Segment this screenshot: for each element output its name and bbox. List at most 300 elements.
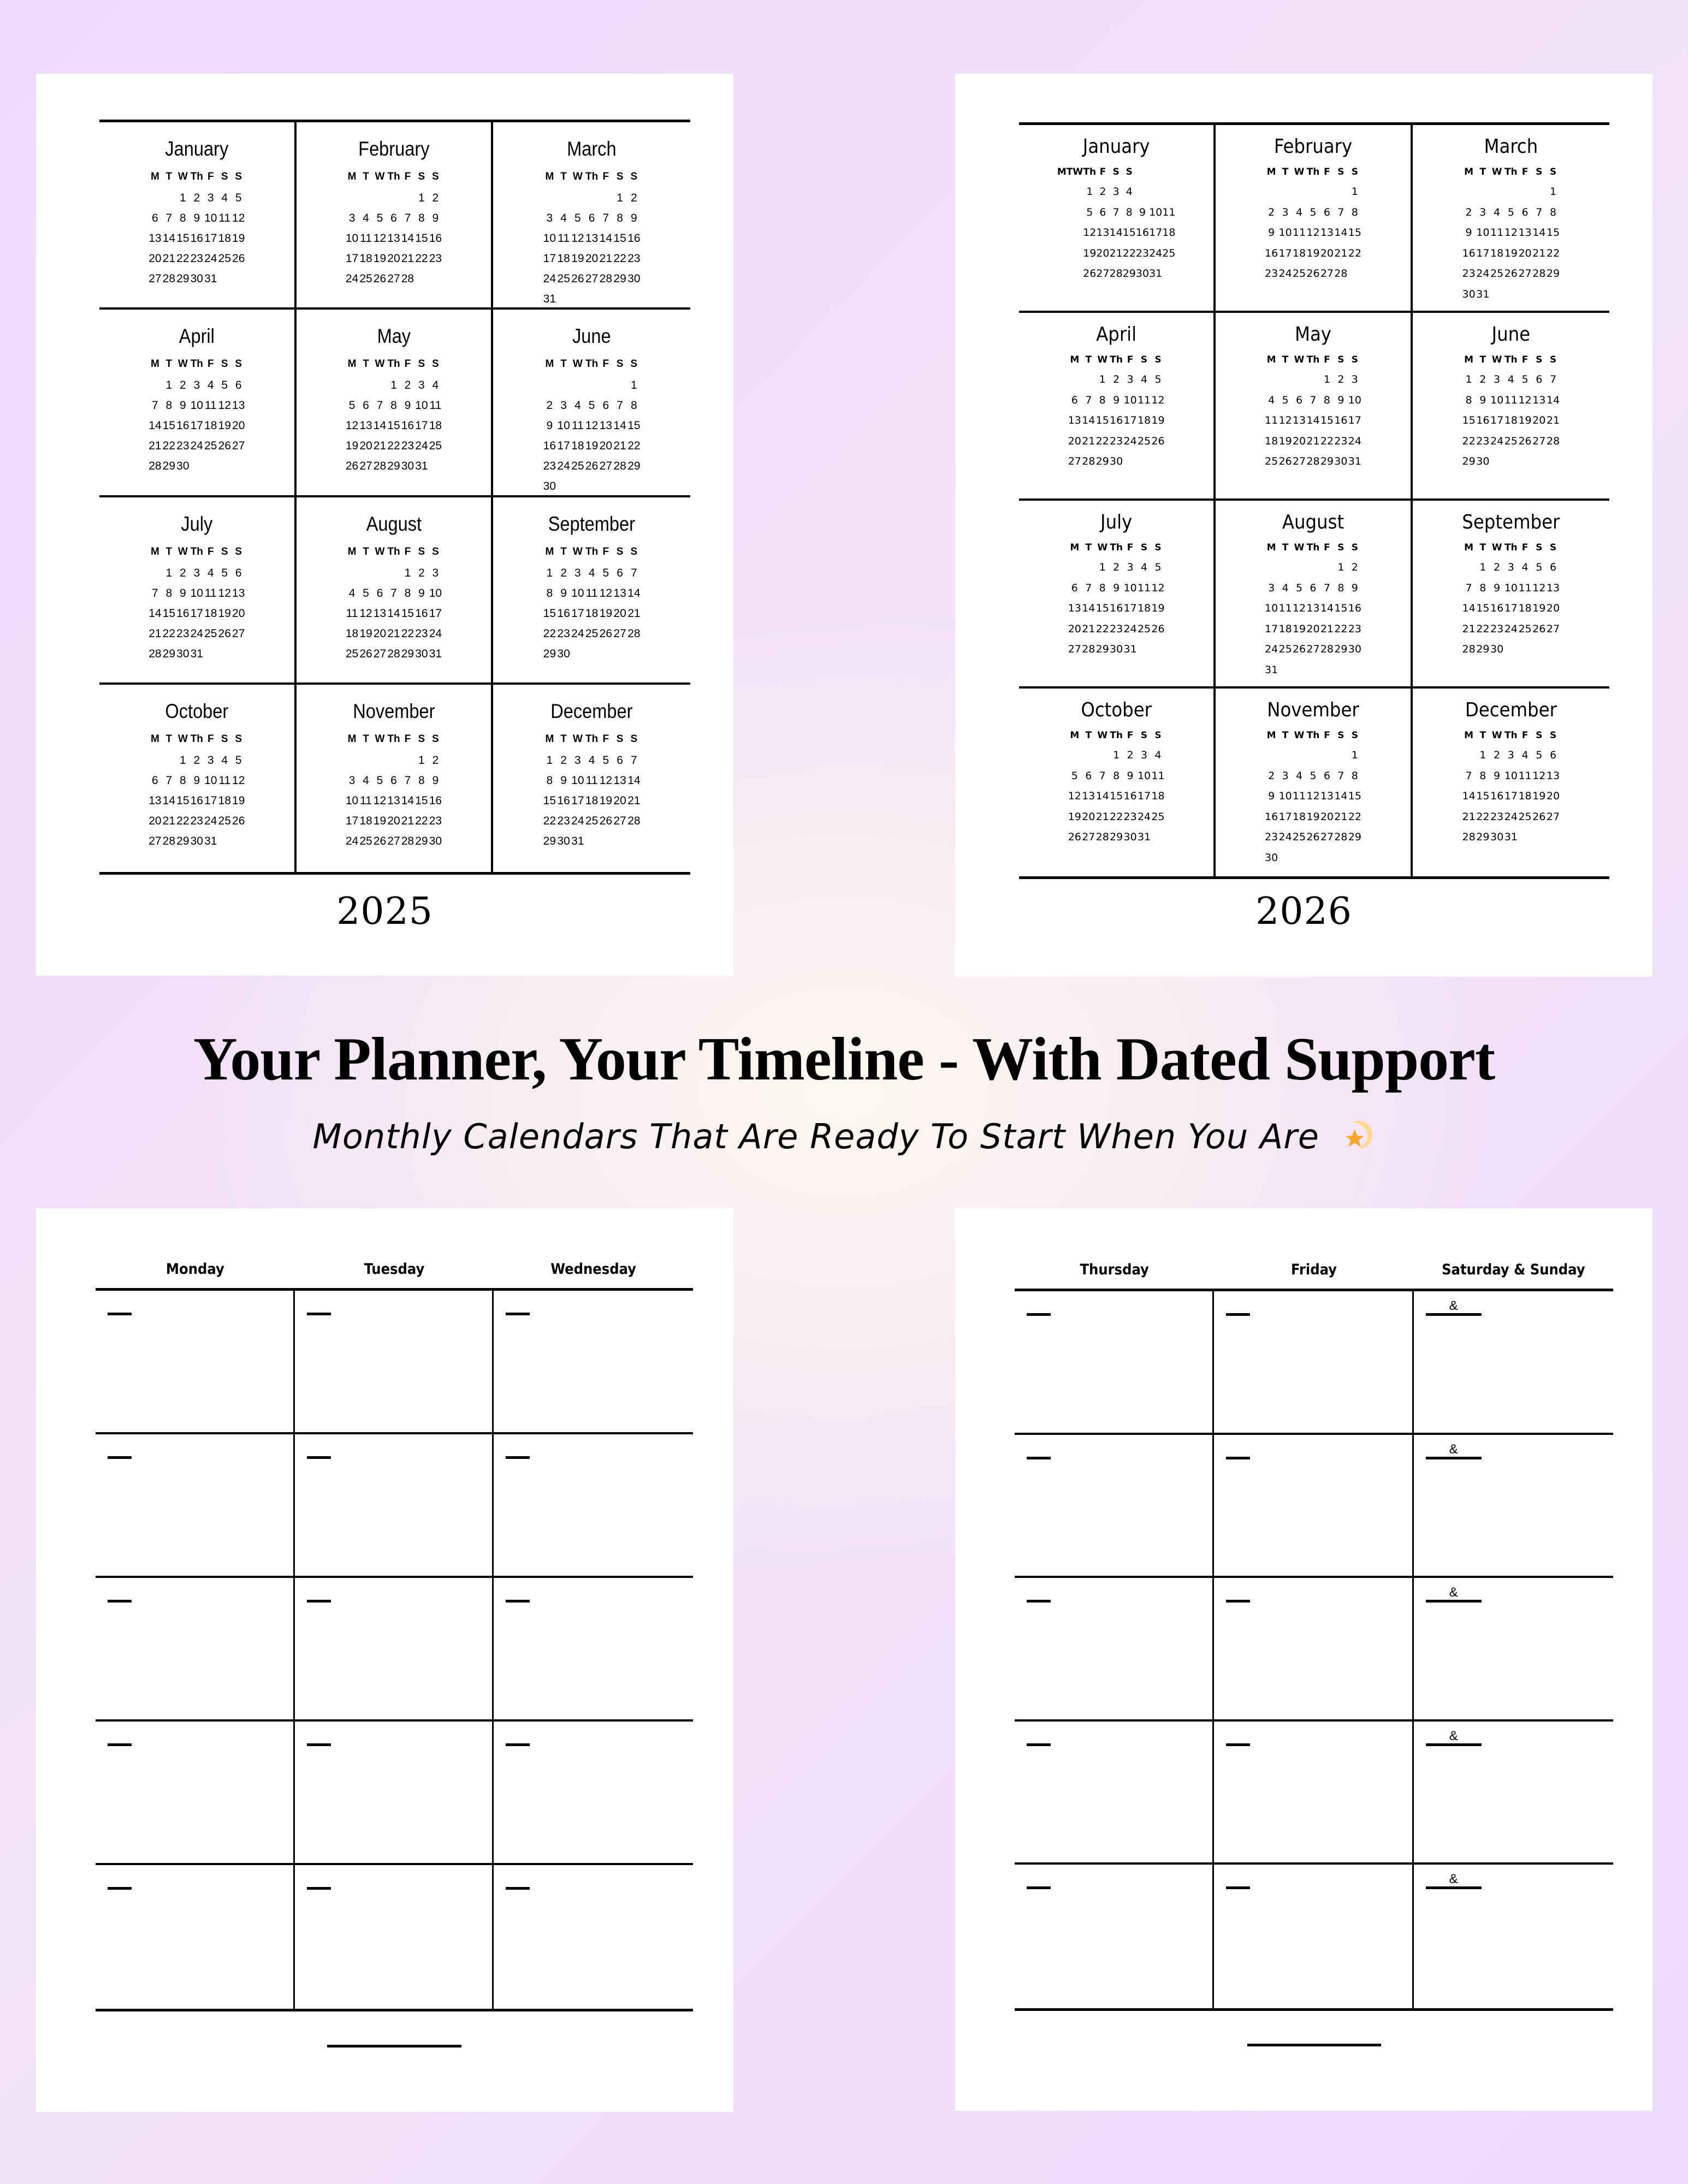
date-field[interactable]: [1027, 1743, 1051, 1746]
weekday-header: S: [1536, 542, 1543, 553]
day-number: 21: [1462, 622, 1476, 635]
month-title: October: [1081, 699, 1152, 721]
day-number: [148, 563, 162, 583]
day-number: 16: [627, 232, 641, 245]
day-number: [1151, 452, 1165, 472]
day-number: 22: [1095, 435, 1109, 447]
day-number: 14: [401, 232, 414, 245]
day-number: [1306, 660, 1320, 681]
day-number: 16: [1462, 247, 1476, 259]
weekday-header: M: [1464, 730, 1474, 741]
day-number: 20: [387, 252, 400, 265]
day-number: [1532, 284, 1546, 305]
day-box[interactable]: [96, 1865, 295, 2009]
day-number: 15: [1334, 602, 1348, 614]
day-number: 7: [1112, 206, 1120, 218]
day-number: 10: [345, 232, 359, 245]
weekday-header: S: [630, 733, 638, 745]
day-number: 21: [627, 607, 641, 620]
day-number: 21: [1306, 435, 1320, 447]
date-field[interactable]: [307, 1887, 331, 1890]
day-box[interactable]: [295, 1434, 494, 1578]
day-number: 22: [1110, 810, 1123, 823]
weekday-header: M: [347, 733, 357, 745]
day-number: 2: [418, 566, 425, 579]
column-header-monday: Monday: [165, 1261, 224, 1278]
day-number: [1278, 370, 1292, 390]
day-number: 18: [359, 814, 372, 827]
day-number: [1137, 639, 1151, 660]
weekday-header: F: [1521, 542, 1529, 553]
date-field[interactable]: [506, 1456, 530, 1459]
day-number: 4: [1154, 749, 1162, 761]
day-number: [1334, 660, 1348, 681]
day-number: 25: [345, 647, 359, 660]
day-number: 2: [560, 753, 567, 767]
day-box[interactable]: [494, 1865, 693, 2009]
weekday-header: F: [1521, 354, 1529, 365]
day-number: 5: [1295, 581, 1303, 594]
day-box[interactable]: [1214, 1435, 1413, 1578]
day-number: 11: [585, 774, 598, 787]
weekday-header: F: [207, 545, 214, 557]
day-box[interactable]: [295, 1865, 494, 2009]
day-number: 10: [1504, 581, 1518, 594]
day-number: 20: [1082, 810, 1095, 823]
day-number: 21: [1334, 247, 1348, 259]
day-number: 26: [345, 460, 359, 473]
day-number: 8: [1099, 394, 1106, 406]
day-box[interactable]: [1414, 1291, 1613, 1435]
day-number: 24: [1265, 643, 1278, 655]
day-box[interactable]: [1015, 1435, 1214, 1578]
day-box[interactable]: [1015, 1578, 1214, 1722]
month-day-table: [1264, 726, 1361, 868]
weekday-header: S: [432, 545, 439, 557]
day-number: 1: [418, 753, 425, 767]
weekday-header: T: [165, 733, 173, 745]
day-number: 25: [1151, 810, 1165, 823]
day-number: 20: [149, 814, 162, 827]
day-number: 16: [1110, 414, 1123, 426]
day-number: 28: [1320, 643, 1334, 655]
day-number: 13: [1546, 581, 1560, 594]
day-number: [1057, 182, 1067, 203]
month-title: August: [366, 512, 422, 535]
weekday-header: Th: [1083, 167, 1097, 177]
day-number: 26: [599, 814, 613, 827]
day-number: 28: [401, 834, 414, 847]
weekday-header: Th: [190, 733, 203, 745]
day-number: 1: [1113, 749, 1120, 761]
day-number: 15: [415, 232, 428, 245]
day-box[interactable]: [1214, 1578, 1413, 1722]
day-number: 14: [1462, 602, 1476, 614]
day-number: 16: [1123, 790, 1137, 802]
weekday-header: F: [602, 171, 609, 182]
month-title: June: [572, 325, 611, 348]
day-number: [1320, 557, 1334, 578]
day-number: 1: [1099, 373, 1106, 385]
day-number: 5: [588, 399, 595, 412]
weekday-header: F: [602, 733, 609, 745]
day-number: 6: [1099, 206, 1106, 218]
day-number: 15: [1476, 602, 1490, 614]
day-number: 27: [1518, 268, 1532, 280]
weekday-header: W: [375, 545, 385, 557]
day-number: 29: [1476, 831, 1490, 843]
day-number: 27: [373, 647, 387, 660]
day-number: 6: [1085, 769, 1092, 782]
day-number: 8: [1351, 206, 1358, 218]
day-number: [190, 456, 204, 476]
day-number: [1504, 452, 1518, 472]
weekday-header: M: [1464, 354, 1474, 365]
day-box[interactable]: [96, 1578, 295, 1722]
day-number: 14: [1532, 227, 1546, 239]
day-box[interactable]: [494, 1434, 693, 1578]
day-box[interactable]: [494, 1722, 693, 1865]
day-number: 25: [557, 272, 570, 285]
date-field[interactable]: [307, 1743, 331, 1746]
weekday-header: F: [404, 733, 411, 745]
date-field[interactable]: [506, 1313, 530, 1315]
weekday-header: S: [1154, 354, 1162, 365]
day-number: 2: [1465, 206, 1472, 218]
weekday-header: S: [1112, 167, 1120, 177]
weekday-header: M: [150, 733, 159, 745]
day-number: 4: [1268, 394, 1275, 406]
day-box[interactable]: [96, 1434, 295, 1578]
day-box[interactable]: [295, 1291, 494, 1434]
day-number: 5: [363, 586, 369, 600]
day-box[interactable]: [295, 1722, 494, 1865]
day-box[interactable]: [96, 1722, 295, 1865]
day-number: 23: [1123, 810, 1137, 823]
weekday-header: M: [545, 733, 554, 745]
day-number: [599, 375, 613, 395]
month-title: February: [358, 138, 430, 160]
day-box[interactable]: [1015, 1291, 1214, 1435]
day-number: 20: [1546, 790, 1560, 802]
day-number: 13: [149, 794, 162, 807]
day-number: [1518, 284, 1532, 305]
date-field[interactable]: [307, 1600, 331, 1603]
date-field[interactable]: [1027, 1886, 1051, 1889]
day-number: [1073, 182, 1083, 203]
day-number: 4: [560, 212, 567, 224]
day-box[interactable]: [494, 1291, 693, 1434]
day-box[interactable]: [1214, 1722, 1413, 1865]
footer-line: [1247, 2044, 1381, 2046]
day-number: 14: [149, 419, 162, 432]
day-number: 17: [543, 252, 556, 265]
day-number: 2: [1127, 749, 1134, 761]
month-title: May: [1295, 323, 1331, 346]
day-number: 19: [373, 252, 387, 265]
date-field[interactable]: [307, 1313, 331, 1315]
day-number: 21: [1082, 435, 1095, 447]
weekday-header: Th: [1110, 730, 1123, 741]
day-number: [1073, 264, 1083, 284]
day-number: 7: [165, 212, 173, 224]
day-number: 27: [613, 627, 626, 640]
day-number: 30: [1490, 831, 1504, 843]
day-number: 29: [1476, 643, 1490, 655]
day-number: 31: [571, 834, 584, 847]
column-header-thursday: Thursday: [1080, 1261, 1149, 1278]
date-field[interactable]: [108, 1887, 132, 1890]
day-number: 8: [546, 586, 553, 600]
month-day-table: [345, 728, 442, 851]
day-number: 3: [348, 774, 356, 787]
day-box[interactable]: [1015, 1865, 1214, 2008]
day-number: 12: [1306, 227, 1320, 239]
day-number: 11: [1278, 602, 1292, 614]
day-number: 6: [1071, 394, 1078, 406]
day-number: [1320, 848, 1334, 869]
day-number: 6: [617, 566, 623, 579]
weekday-header: T: [560, 358, 567, 370]
day-number: 17: [1504, 790, 1518, 802]
day-number: 9: [1337, 394, 1345, 406]
day-number: 7: [1310, 394, 1317, 406]
day-number: [1278, 745, 1292, 766]
day-number: [1532, 182, 1546, 203]
date-field[interactable]: [307, 1456, 331, 1459]
day-number: 4: [221, 192, 228, 204]
day-number: [613, 289, 627, 309]
day-box[interactable]: [494, 1578, 693, 1722]
day-number: 18: [204, 419, 217, 432]
date-field[interactable]: [1226, 1886, 1250, 1889]
day-number: 31: [1348, 455, 1361, 467]
day-number: 17: [204, 232, 217, 245]
day-number: [1067, 203, 1073, 223]
date-field[interactable]: [108, 1743, 132, 1746]
day-number: 20: [585, 252, 599, 265]
day-number: 24: [543, 272, 556, 285]
day-number: 17: [1123, 602, 1137, 614]
weekly-left-header: [96, 1261, 693, 1285]
weekday-header: S: [616, 733, 624, 745]
day-number: 22: [176, 814, 189, 827]
weekday-header: T: [363, 733, 369, 745]
month-day-table: [148, 541, 245, 664]
day-number: 13: [373, 607, 387, 620]
day-number: 25: [359, 834, 372, 847]
day-number: 4: [588, 566, 595, 579]
day-number: [232, 269, 246, 289]
day-box[interactable]: [1015, 1722, 1214, 1865]
day-number: 17: [345, 814, 359, 827]
day-number: 9: [193, 212, 200, 224]
day-number: [599, 289, 613, 309]
year-2025-grid: [99, 120, 690, 875]
day-number: 30: [627, 272, 641, 285]
day-number: 5: [235, 753, 242, 767]
day-number: 15: [176, 794, 189, 807]
month-day-table: [1068, 538, 1165, 660]
weekday-header: S: [1549, 354, 1557, 365]
day-number: 2: [1268, 206, 1275, 218]
day-number: 23: [1334, 435, 1348, 447]
day-number: 2: [1494, 749, 1501, 761]
weekday-header: T: [1282, 542, 1289, 553]
day-box[interactable]: [295, 1578, 494, 1722]
day-number: 15: [1110, 790, 1123, 802]
day-number: 6: [617, 753, 623, 767]
day-number: 30: [190, 272, 203, 285]
date-field[interactable]: [506, 1743, 530, 1746]
day-number: 30: [1490, 643, 1504, 655]
weekday-header: Th: [1110, 542, 1123, 553]
day-number: 14: [1109, 227, 1123, 239]
day-number: 18: [1490, 247, 1504, 259]
day-number: 27: [1096, 268, 1110, 280]
day-number: 25: [1292, 831, 1306, 843]
day-number: 12: [1068, 790, 1081, 802]
day-box[interactable]: [1214, 1865, 1413, 2008]
day-number: 13: [1096, 227, 1110, 239]
weekday-header: F: [1324, 542, 1330, 553]
weekday-header: M: [347, 545, 357, 557]
day-number: [148, 375, 162, 395]
weekday-header: F: [1127, 730, 1134, 741]
weekend-date-field[interactable]: &: [1426, 1299, 1482, 1316]
day-number: 13: [1320, 790, 1334, 802]
day-box[interactable]: [1214, 1291, 1413, 1435]
day-number: 30: [176, 460, 189, 473]
day-number: 7: [404, 774, 411, 787]
day-number: 4: [432, 379, 439, 392]
day-number: [613, 644, 627, 664]
day-number: 8: [617, 212, 623, 224]
date-field[interactable]: [1226, 1743, 1250, 1746]
day-number: 2: [1337, 373, 1345, 385]
date-field[interactable]: [1027, 1457, 1051, 1459]
day-number: 14: [627, 586, 641, 600]
day-number: 26: [373, 272, 387, 285]
column-header-tuesday: Tuesday: [364, 1261, 425, 1278]
day-number: 8: [179, 774, 186, 787]
day-box[interactable]: [1414, 1578, 1613, 1722]
day-number: 25: [1137, 435, 1151, 447]
weekday-header: M: [1266, 354, 1276, 365]
day-number: 11: [360, 794, 372, 807]
weekday-header: T: [165, 545, 173, 557]
day-number: 15: [613, 232, 626, 245]
date-field[interactable]: [1226, 1600, 1250, 1603]
day-number: 12: [1532, 769, 1546, 782]
day-number: 12: [599, 586, 613, 600]
day-number: 23: [557, 814, 570, 827]
day-number: [1073, 244, 1083, 264]
weekend-date-field[interactable]: &: [1426, 1586, 1482, 1603]
day-number: 7: [1536, 206, 1543, 218]
date-field[interactable]: [1226, 1457, 1250, 1459]
weekday-header: S: [235, 733, 242, 745]
weekday-header: S: [1337, 167, 1345, 177]
day-number: 27: [1546, 810, 1560, 823]
day-box[interactable]: [1414, 1865, 1613, 2008]
day-number: 12: [1518, 394, 1532, 406]
day-number: 17: [1348, 414, 1361, 426]
date-field[interactable]: [108, 1313, 132, 1315]
day-number: 29: [1320, 455, 1334, 467]
day-number: 10: [1278, 227, 1292, 239]
date-field[interactable]: [108, 1456, 132, 1459]
day-number: [1137, 452, 1151, 472]
day-number: [232, 644, 246, 664]
day-number: [556, 188, 571, 208]
day-number: 16: [557, 607, 570, 620]
day-number: 29: [176, 834, 189, 847]
day-number: 5: [221, 566, 228, 579]
day-number: 12: [345, 419, 359, 432]
day-box[interactable]: [1414, 1722, 1613, 1865]
day-number: 9: [404, 399, 411, 412]
day-number: 31: [1265, 663, 1278, 676]
date-field[interactable]: [108, 1600, 132, 1603]
date-field[interactable]: [1027, 1600, 1051, 1603]
day-number: [148, 750, 162, 770]
day-number: 21: [149, 627, 162, 640]
weekday-header: M: [1070, 354, 1080, 365]
date-field[interactable]: [506, 1887, 530, 1890]
weekday-header: T: [1282, 354, 1289, 365]
weekday-header: T: [1085, 730, 1092, 741]
day-number: 4: [1141, 373, 1148, 385]
weekday-header: S: [616, 358, 624, 370]
day-number: 23: [176, 627, 189, 640]
day-number: 1: [179, 753, 186, 767]
date-field[interactable]: [1027, 1313, 1051, 1316]
day-number: 11: [1292, 227, 1306, 239]
weekday-header: M: [545, 358, 554, 370]
month-title: January: [1082, 135, 1150, 158]
day-number: 18: [1504, 414, 1518, 426]
day-number: 23: [429, 252, 442, 265]
month-october: [1019, 689, 1216, 876]
day-number: [359, 188, 372, 208]
day-number: 16: [1348, 602, 1361, 614]
day-number: 7: [1465, 769, 1472, 782]
day-number: 29: [627, 460, 641, 473]
day-number: 6: [588, 212, 595, 224]
month-june: [1413, 313, 1609, 501]
day-number: [571, 644, 585, 664]
day-number: 7: [404, 212, 411, 224]
day-box[interactable]: [96, 1291, 295, 1434]
date-field[interactable]: [1226, 1313, 1250, 1316]
month-day-table: [345, 353, 442, 476]
date-field[interactable]: [506, 1600, 530, 1603]
day-number: 11: [204, 586, 217, 600]
weekend-date-field[interactable]: &: [1426, 1872, 1482, 1889]
day-number: 20: [387, 814, 400, 827]
day-number: 3: [574, 566, 581, 579]
day-number: 3: [1479, 206, 1486, 218]
day-number: 11: [360, 232, 372, 245]
weekend-date-field[interactable]: &: [1426, 1443, 1482, 1459]
day-number: 7: [1337, 206, 1345, 218]
day-number: 20: [1292, 435, 1306, 447]
weekday-header: F: [602, 358, 609, 370]
day-number: 21: [1109, 247, 1123, 259]
weekend-date-field[interactable]: &: [1426, 1729, 1482, 1746]
day-box[interactable]: [1414, 1435, 1613, 1578]
